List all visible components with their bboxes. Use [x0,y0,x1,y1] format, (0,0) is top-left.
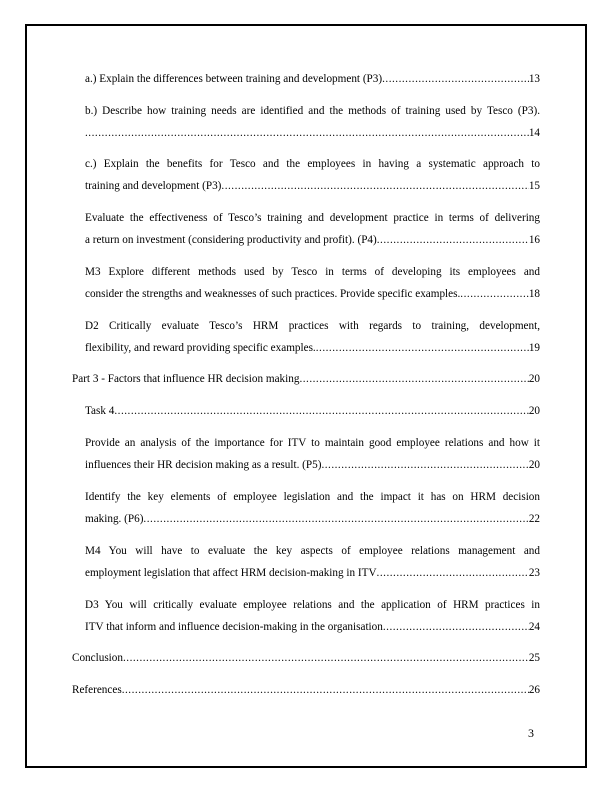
toc-entry-title-cont: a return on investment (considering productivity and profit). (P4) [85,234,377,246]
toc-leader [221,175,528,197]
toc-page-number: 20 [528,373,540,385]
toc-entry[interactable] [85,261,540,305]
toc-page-number: 15 [528,180,540,192]
toc-leader [123,647,529,669]
toc-leader [299,368,528,390]
toc-entry-title: Task 4 [85,405,115,417]
toc-entry-title: D3 You will critically evaluate employee relations and the application of HRM practices in [85,599,540,611]
toc-entry-title: Conclusion [72,652,123,664]
toc-entry-title: M4 You will have to evaluate the key aspects of employee relations management and [85,545,540,557]
toc-leader [143,508,528,530]
toc-leader [316,337,529,359]
toc-entry-title-cont: flexibility, and reward providing specific examples. [85,342,316,354]
toc-leader [114,400,528,422]
toc-page-number: 25 [528,652,540,664]
toc-entry-title-cont: consider the strengths and weaknesses of such practices. Provide specific examples. [85,288,461,300]
page-number: 3 [528,726,534,740]
toc-entry-title: Identify the key elements of employee legislation and the impact it has on HRM decision [85,491,540,503]
toc-entry-title: b.) Describe how training needs are identified and the methods of training used by Tesco (P3). [85,105,540,117]
toc-page-number: 19 [528,342,540,354]
toc-entry[interactable] [85,153,540,197]
toc-entry-title-cont: ITV that inform and influence decision-making in the organisation [85,621,383,633]
toc-leader [377,562,529,584]
toc-entry[interactable] [72,368,540,390]
toc-entry-title-cont: employment legislation that affect HRM decision-making in ITV [85,567,377,579]
toc-page-number: 18 [528,288,540,300]
toc-leader [460,283,529,305]
toc-page-number: 13 [528,73,540,85]
toc-page-number: 20 [528,405,540,417]
toc-leader [321,454,528,476]
toc-entry-title-cont: making. (P6) [85,513,144,525]
toc-entry[interactable] [85,315,540,359]
toc-leader [85,122,529,144]
toc-entry-title: Evaluate the effectiveness of Tesco’s training and development practice in terms of delivering [85,212,540,224]
toc-entry-title: References [72,684,122,696]
toc-page-number: 26 [528,684,540,696]
toc-leader [377,229,529,251]
toc-entry-title: D2 Critically evaluate Tesco’s HRM practices with regards to training, development, [85,320,540,332]
toc-entry[interactable] [85,207,540,251]
toc-entry-title: a.) Explain the differences between training and development (P3) [85,73,383,85]
toc-page-number: 22 [528,513,540,525]
toc-page-number: 16 [528,234,540,246]
toc-page-number: 24 [528,621,540,633]
toc-entry-title: c.) Explain the benefits for Tesco and the employees in having a systematic approach to [85,158,540,170]
toc-entry-title: Provide an analysis of the importance for ITV to maintain good employee relations and how it [85,437,540,449]
toc-entry[interactable] [72,679,540,701]
toc-entry-title: Part 3 - Factors that influence HR decision making [72,373,300,385]
toc-leader [383,616,529,638]
toc-leader [122,679,529,701]
toc-entry[interactable] [85,594,540,638]
toc-page-number: 14 [528,127,540,139]
toc-entry-title: M3 Explore different methods used by Tesco in terms of developing its employees and [85,266,540,278]
toc-entry[interactable] [72,647,540,669]
toc-leader [382,68,529,90]
toc-entry[interactable] [85,68,540,90]
toc-page-number: 23 [528,567,540,579]
toc-entry[interactable] [85,400,540,422]
toc-entry[interactable] [85,540,540,584]
toc-entry[interactable] [85,486,540,530]
toc-entry-title-cont: training and development (P3) [85,180,222,192]
toc-page-number: 20 [528,459,540,471]
toc-entry[interactable] [85,100,540,144]
toc-entry[interactable] [85,432,540,476]
toc-entry-title-cont: influences their HR decision making as a result. (P5) [85,459,322,471]
